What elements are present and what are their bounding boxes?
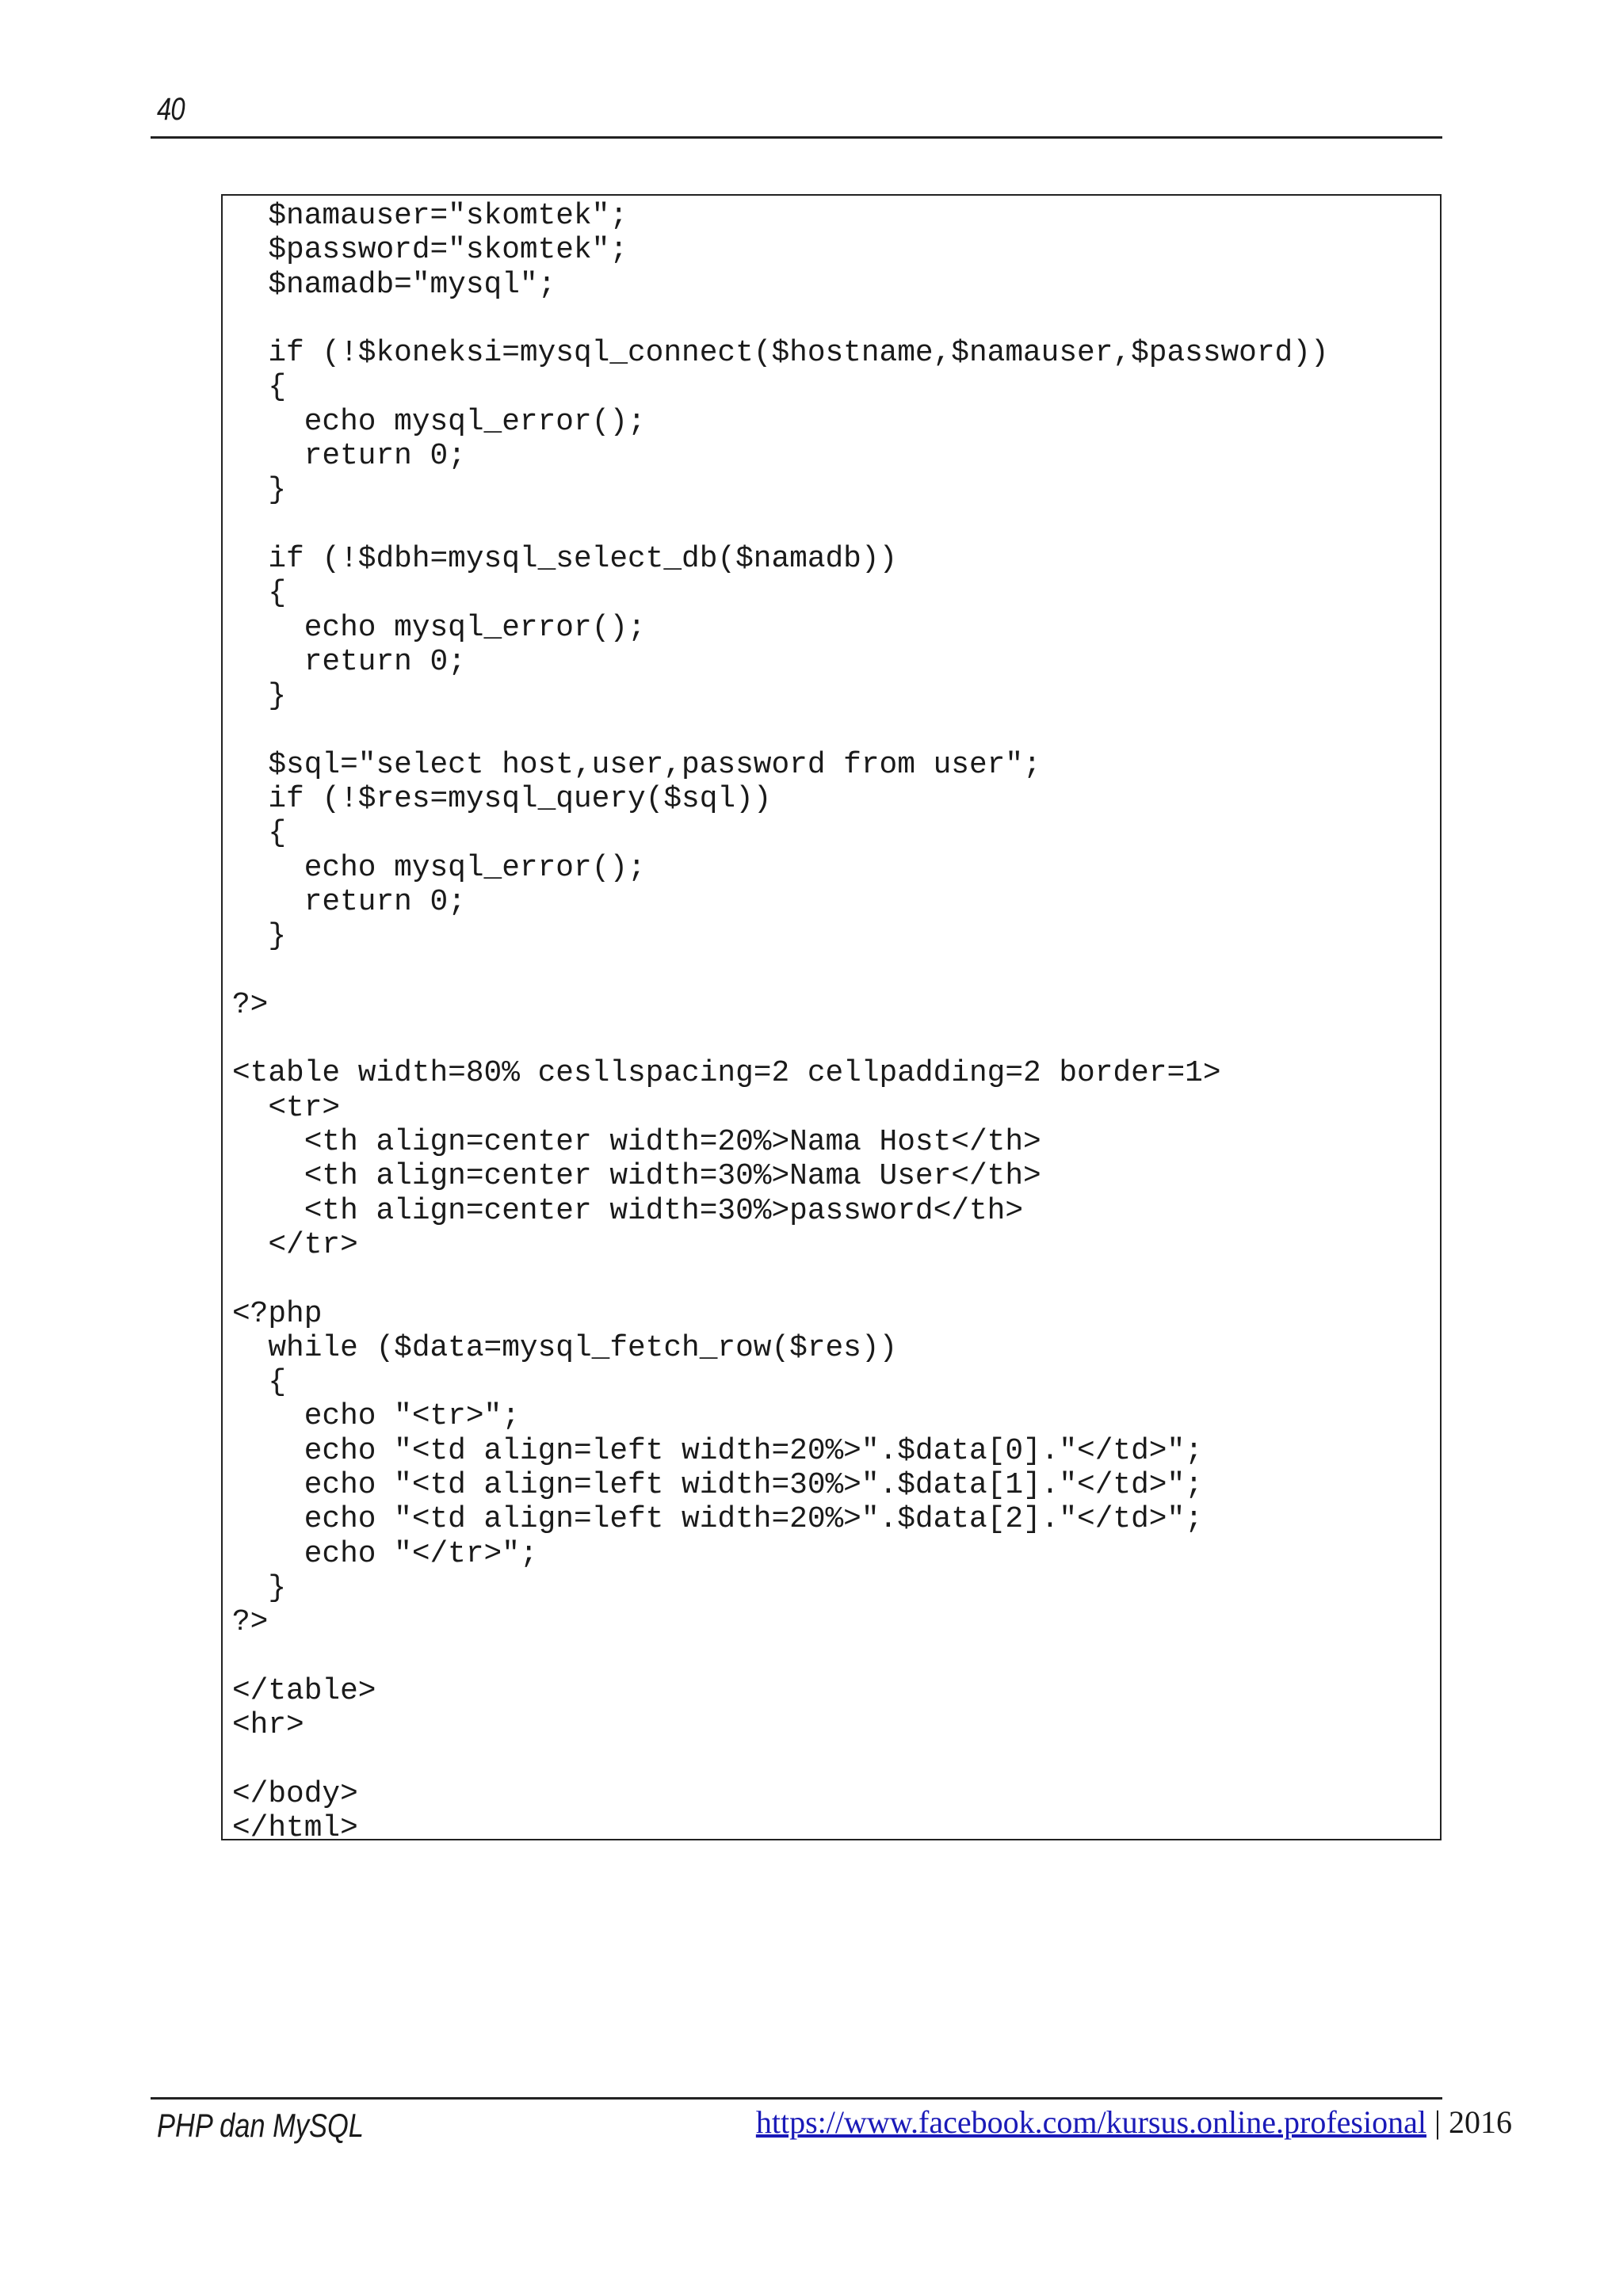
code-line: while ($data=mysql_fetch_row($res)) [232, 1331, 898, 1365]
code-listing [221, 194, 1442, 1845]
code-line: $namadb="mysql"; [232, 268, 556, 302]
code-line: echo mysql_error(); [232, 851, 646, 885]
footer-separator: | [1426, 2104, 1449, 2140]
footer-year: 2016 [1449, 2104, 1512, 2140]
code-line [232, 1263, 1329, 1297]
code-line: <th align=center width=30%>password</th> [232, 1194, 1024, 1228]
footer-divider [151, 2097, 1442, 2100]
code-line [232, 714, 1329, 748]
code-line: { [232, 1366, 287, 1400]
code-line: } [232, 474, 287, 508]
code-line [232, 509, 1329, 543]
code-line: $password="skomtek"; [232, 234, 628, 268]
code-line: } [232, 680, 287, 714]
code-line: return 0; [232, 885, 466, 919]
code-line [232, 303, 1329, 337]
code-line: { [232, 577, 287, 611]
code-line: echo mysql_error(); [232, 611, 646, 645]
code-line: </tr> [232, 1228, 358, 1262]
code-line: <th align=center width=30%>Nama User</th> [232, 1160, 1041, 1194]
footer-source [756, 2103, 1512, 2142]
code-line: <table width=80% cesllspacing=2 cellpadding=2 border=1> [232, 1057, 1221, 1091]
code-line: </table> [232, 1674, 376, 1708]
code-line [232, 1023, 1329, 1057]
code-line: } [232, 1571, 287, 1605]
code-lines [232, 200, 1329, 1846]
code-line: echo "</tr>"; [232, 1537, 538, 1571]
code-line: if (!$dbh=mysql_select_db($namadb)) [232, 542, 898, 576]
code-line: <th align=center width=20%>Nama Host</th> [232, 1126, 1041, 1160]
code-line [232, 1640, 1329, 1674]
code-line: <tr> [232, 1091, 341, 1125]
code-line: return 0; [232, 440, 466, 474]
code-line: if (!$res=mysql_query($sql)) [232, 783, 772, 817]
code-line: echo "<td align=left width=30%>".$data[1]."</td>"; [232, 1468, 1203, 1502]
code-line: if (!$koneksi=mysql_connect($hostname,$namauser,$password)) [232, 337, 1329, 371]
code-line: echo "<td align=left width=20%>".$data[2]."</td>"; [232, 1503, 1203, 1537]
code-line: echo "<td align=left width=20%>".$data[0]."</td>"; [232, 1434, 1203, 1468]
code-line: $sql="select host,user,password from user"; [232, 748, 1041, 782]
code-line [232, 955, 1329, 989]
code-line: return 0; [232, 645, 466, 679]
facebook-link[interactable]: https://www.facebook.com/kursus.online.profesional [755, 2104, 1426, 2140]
code-line: <?php [232, 1297, 323, 1331]
code-line: { [232, 817, 287, 851]
code-line [232, 1743, 1329, 1777]
code-line: ?> [232, 988, 269, 1022]
code-line: } [232, 920, 287, 954]
code-line: ?> [232, 1606, 269, 1640]
code-line: { [232, 371, 287, 405]
code-line: echo "<tr>"; [232, 1400, 520, 1434]
code-line: </html> [232, 1811, 358, 1845]
code-line: <hr> [232, 1709, 304, 1743]
code-line: echo mysql_error(); [232, 405, 646, 439]
code-line: $namauser="skomtek"; [232, 200, 628, 233]
page-number: 40 [157, 92, 185, 127]
header-divider [151, 136, 1442, 139]
footer-book-title: PHP dan MySQL [157, 2107, 364, 2144]
code-line: </body> [232, 1777, 358, 1811]
